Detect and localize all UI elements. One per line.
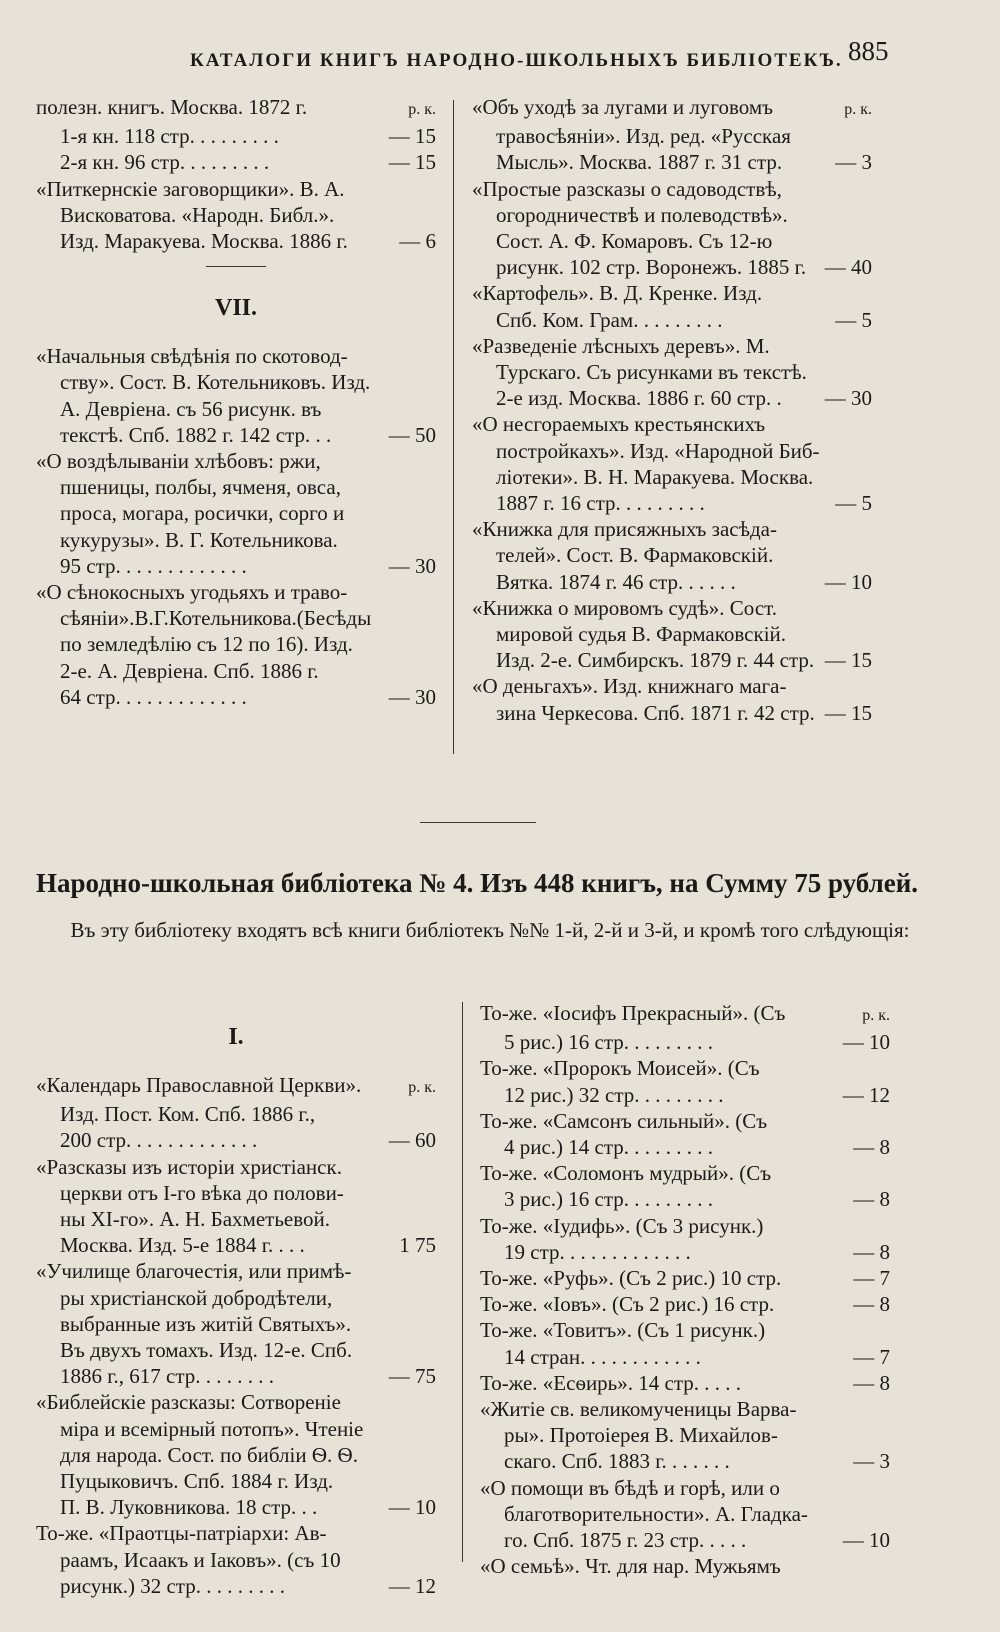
entry-price: — 7 — [853, 1266, 890, 1291]
entry-line — [472, 411, 872, 437]
entry-line — [480, 1213, 890, 1239]
entry-text: «Книжка для присяжныхъ засѣда- — [472, 517, 777, 542]
entry-text: полезн. книгъ. Москва. 1872 г. — [36, 95, 308, 119]
top-left-column — [36, 94, 436, 710]
entry-text: Висковатова. «Народн. Библ.». — [60, 202, 335, 227]
entry-text: 12 рис.) 32 стр. . . . . . . . . — [504, 1082, 724, 1107]
entry-price: р. к. — [862, 1007, 890, 1024]
entry-text: Сост. А. Ф. Комаровъ. Съ 12-ю — [496, 229, 773, 254]
entry-line — [480, 1422, 890, 1448]
entry-price: — 8 — [853, 1292, 890, 1317]
entry-line — [472, 307, 872, 333]
entry-text: ству». Сост. В. Котельниковъ. Изд. — [60, 370, 371, 395]
entry-price: — 30 — [388, 684, 436, 709]
entry-price: — 8 — [853, 1135, 890, 1160]
entry-line — [36, 396, 436, 422]
catalog-entry — [36, 1072, 436, 1154]
entry-line — [472, 516, 872, 542]
running-title: КАТАЛОГИ КНИГЪ НАРОДНО-ШКОЛЬНЫХЪ БИБЛІОТЕКЪ. — [190, 50, 843, 71]
entry-text: 200 стр. . . . . . . . . . . . . — [60, 1128, 258, 1153]
entry-line — [36, 579, 436, 605]
entry-line — [36, 1337, 436, 1363]
entry-text: «О помощи въ бѣдѣ и горѣ, или о — [480, 1475, 780, 1500]
entry-text: 64 стр. . . . . . . . . . . . . — [60, 684, 247, 709]
entry-line — [36, 1127, 436, 1153]
entry-line — [36, 1573, 436, 1599]
entry-line — [36, 448, 436, 474]
entry-line — [36, 1442, 436, 1468]
entry-line — [36, 228, 436, 254]
entry-price: — 7 — [853, 1344, 890, 1369]
entry-text: текстѣ. Спб. 1882 г. 142 стр. . . — [60, 422, 332, 447]
entry-line — [36, 631, 436, 657]
entry-price: — 15 — [388, 150, 436, 175]
catalog-entry — [472, 94, 872, 176]
entry-text: зина Черкесова. Спб. 1871 г. 42 стр. — [496, 700, 815, 725]
entry-text: Изд. Пост. Ком. Спб. 1886 г., — [60, 1102, 316, 1127]
entry-line — [480, 1553, 890, 1579]
entry-price: 1 75 — [399, 1233, 436, 1258]
entry-text: ліотеки». В. Н. Маракуева. Москва. — [496, 464, 814, 489]
entry-price: р. к. — [408, 1079, 436, 1096]
entry-text: благотворительности». А. Гладка- — [504, 1501, 808, 1526]
entry-text: «Житіе св. великомученицы Варва- — [480, 1397, 797, 1422]
entry-text: А. Девріена. съ 56 рисунк. въ — [60, 396, 322, 421]
entry-line — [480, 1475, 890, 1501]
catalog-entry — [36, 579, 436, 710]
catalog-entry — [480, 1553, 890, 1579]
entry-text: Мысль». Москва. 1887 г. 31 стр. — [496, 150, 783, 175]
entry-text: То-же. «Іовъ». (Съ 2 рис.) 16 стр. — [480, 1292, 775, 1317]
entry-text: П. В. Луковникова. 18 стр. . . — [60, 1495, 318, 1520]
entry-text: То-же. «Соломонъ мудрый». (Съ — [480, 1161, 772, 1186]
entry-text: 4 рис.) 14 стр. . . . . . . . . — [504, 1135, 714, 1160]
entry-line — [36, 1468, 436, 1494]
entry-line — [36, 1258, 436, 1284]
catalog-entry — [480, 1000, 890, 1055]
catalog-entry — [472, 595, 872, 674]
section-heading: I. — [228, 1024, 244, 1050]
entry-price: — 5 — [835, 491, 872, 516]
entry-text: телей». Сост. В. Фармаковскій. — [496, 543, 774, 568]
entry-line — [36, 605, 436, 631]
section-heading: VII. — [214, 295, 257, 322]
entry-line — [36, 1285, 436, 1311]
entry-text: кукурузы». В. Г. Котельникова. — [60, 527, 338, 552]
catalog-entry — [36, 1389, 436, 1520]
entry-text: То-же. «Іосифъ Прекрасный». (Съ — [480, 1001, 786, 1025]
entry-text: «Училище благочестія, или примѣ- — [36, 1259, 352, 1284]
entry-price: — 5 — [835, 307, 872, 332]
entry-price: — 30 — [824, 386, 872, 411]
entry-line — [480, 1108, 890, 1134]
entry-text: пшеницы, полбы, ячменя, овса, — [60, 475, 341, 500]
entry-text: То-же. «Праотцы-патріархи: Ав- — [36, 1521, 327, 1546]
entry-line — [36, 1311, 436, 1337]
entry-line — [472, 228, 872, 254]
entry-line — [36, 1101, 436, 1127]
entry-price: — 60 — [388, 1128, 436, 1153]
entry-price: — 6 — [399, 229, 436, 254]
entry-line — [36, 1520, 436, 1546]
entry-text: «Картофель». В. Д. Кренке. Изд. — [472, 281, 763, 306]
entry-line — [36, 343, 436, 369]
entry-line — [480, 1501, 890, 1527]
entry-text: Пуцыковичъ. Спб. 1884 г. Изд. — [60, 1469, 334, 1494]
entry-price: — 10 — [842, 1528, 890, 1553]
entry-line — [480, 1265, 890, 1291]
entry-text: Изд. Маракуева. Москва. 1886 г. — [60, 229, 348, 254]
entry-price: — 15 — [824, 648, 872, 673]
entry-text: 95 стр. . . . . . . . . . . . . — [60, 553, 247, 578]
entry-line — [36, 1232, 436, 1258]
entry-line — [472, 464, 872, 490]
entry-price: — 15 — [824, 700, 872, 725]
entry-line — [36, 1206, 436, 1232]
entry-line — [472, 385, 872, 411]
entry-text: по земледѣлію съ 12 по 16). Изд. — [60, 632, 353, 657]
entry-text: Спб. Ком. Грам. . . . . . . . . — [496, 307, 723, 332]
entry-line — [36, 176, 436, 202]
entry-text: Турскаго. Съ рисунками въ текстѣ. — [496, 360, 807, 385]
bottom-right-column — [480, 1000, 890, 1579]
entry-line — [472, 673, 872, 699]
entry-text: 14 стран. . . . . . . . . . . . — [504, 1344, 701, 1369]
entry-price: — 12 — [388, 1573, 436, 1598]
catalog-entry — [472, 516, 872, 595]
entry-line — [36, 1072, 436, 1101]
entry-text: го. Спб. 1875 г. 23 стр. . . . . — [504, 1528, 747, 1553]
entry-text: То-же. «Товитъ». (Съ 1 рисунк.) — [480, 1318, 766, 1343]
entry-line — [480, 1186, 890, 1212]
entry-text: «Календарь Православной Церкви». — [36, 1073, 362, 1097]
entry-price: — 3 — [853, 1449, 890, 1474]
entry-line — [36, 1547, 436, 1573]
entry-line — [472, 700, 872, 726]
entry-line — [472, 542, 872, 568]
entry-text: «Книжка о мировомъ судѣ». Сост. — [472, 595, 778, 620]
entry-line — [36, 1416, 436, 1442]
catalog-entry — [36, 1154, 436, 1259]
entry-line — [36, 369, 436, 395]
entry-line — [472, 621, 872, 647]
entry-line — [472, 490, 872, 516]
entry-text: рисунк. 102 стр. Воронежъ. 1885 г. — [496, 255, 807, 280]
entry-line — [36, 553, 436, 579]
entry-text: постройкахъ». Изд. «Народной Биб- — [496, 438, 820, 463]
catalog-entry — [480, 1396, 890, 1475]
catalog-entry — [36, 94, 436, 176]
entry-text: ры христіанской добродѣтели, — [60, 1285, 333, 1310]
catalog-entry — [472, 176, 872, 281]
entry-text: мировой судья В. Фармаковскій. — [496, 622, 787, 647]
entry-text: 1886 г., 617 стр. . . . . . . . — [60, 1364, 274, 1389]
entry-line — [472, 123, 872, 149]
catalog-entry — [480, 1475, 890, 1554]
short-rule — [206, 266, 266, 267]
entry-line — [472, 333, 872, 359]
column-divider-top — [453, 100, 454, 754]
entry-price: — 12 — [842, 1082, 890, 1107]
catalog-entry — [480, 1160, 890, 1212]
catalog-entry — [472, 673, 872, 725]
entry-line — [480, 1317, 890, 1343]
entry-text: «О несгораемыхъ крестьянскихъ — [472, 412, 766, 437]
entry-line — [36, 527, 436, 553]
entry-line — [36, 1363, 436, 1389]
catalog-entry — [472, 411, 872, 516]
catalog-entry — [36, 1520, 436, 1599]
entry-text: «О семьѣ». Чт. для нар. Мужьямъ — [480, 1554, 781, 1579]
catalog-entry — [36, 1258, 436, 1389]
entry-line — [472, 280, 872, 306]
entry-price: — 10 — [842, 1030, 890, 1055]
entry-text: 3 рис.) 16 стр. . . . . . . . . — [504, 1187, 714, 1212]
entry-price: р. к. — [844, 101, 872, 118]
entry-text: «О воздѣлываніи хлѣбовъ: ржи, — [36, 449, 321, 474]
page-number: 885 — [848, 36, 889, 66]
entry-text: «Простые разсказы о садоводствѣ, — [472, 176, 782, 201]
entry-line — [480, 1448, 890, 1474]
catalog-entry — [36, 343, 436, 448]
entry-text: ры». Протоіерея В. Михайлов- — [504, 1423, 778, 1448]
entry-line — [36, 1154, 436, 1180]
entry-line — [480, 1370, 890, 1396]
entry-text: То-же. «Руфь». (Съ 2 рис.) 10 стр. — [480, 1266, 782, 1291]
entry-line — [36, 202, 436, 228]
entry-text: міра и всемірный потопъ». Чтеніе — [60, 1416, 364, 1441]
entry-text: Изд. 2-е. Симбирскъ. 1879 г. 44 стр. — [496, 648, 815, 673]
entry-text: Москва. Изд. 5-е 1884 г. . . . — [60, 1233, 305, 1258]
entry-text: для народа. Сост. по библіи Ѳ. Ѳ. — [60, 1442, 358, 1467]
entry-line — [480, 1239, 890, 1265]
entry-price: р. к. — [408, 101, 436, 118]
entry-line — [36, 1389, 436, 1415]
bottom-left-column — [36, 1010, 436, 1599]
entry-text: «О деньгахъ». Изд. книжнаго мага- — [472, 674, 787, 699]
entry-line — [36, 1494, 436, 1520]
entry-text: «Начальныя свѣдѣнія по скотовод- — [36, 344, 348, 369]
entry-text: 2-е. А. Девріена. Спб. 1886 г. — [60, 658, 319, 683]
library-intro: Въ эту библіотеку входятъ всѣ книги библіотекъ №№ 1-й, 2-й и 3-й, и кромѣ того слѣдующія: — [70, 918, 910, 942]
entry-text: То-же. «Іудифь». (Съ 3 рисунк.) — [480, 1213, 764, 1238]
entry-text: скаго. Спб. 1883 г. . . . . . . — [504, 1449, 730, 1474]
column-divider-bottom — [462, 1002, 463, 1562]
entry-text: раамъ, Исаакъ и Іаковъ». (съ 10 — [60, 1547, 341, 1572]
entry-price: — 10 — [824, 569, 872, 594]
entry-text: 2-я кн. 96 стр. . . . . . . . . — [60, 150, 270, 175]
catalog-entry — [480, 1108, 890, 1160]
entry-line — [480, 1527, 890, 1553]
entry-price: — 40 — [824, 255, 872, 280]
entry-text: «Библейскіе разсказы: Сотвореніе — [36, 1390, 341, 1415]
entry-text: Вятка. 1874 г. 46 стр. . . . . . — [496, 569, 736, 594]
entry-line — [472, 176, 872, 202]
entry-line — [472, 647, 872, 673]
entry-price: — 8 — [853, 1239, 890, 1264]
entry-text: 19 стр. . . . . . . . . . . . . — [504, 1239, 691, 1264]
catalog-entry — [480, 1370, 890, 1396]
entry-text: 2-е изд. Москва. 1886 г. 60 стр. . — [496, 386, 782, 411]
catalog-entry — [472, 280, 872, 332]
page-header — [0, 28, 1000, 84]
entry-line — [472, 359, 872, 385]
entry-text: «Объ уходѣ за лугами и луговомъ — [472, 95, 774, 119]
entry-price: — 3 — [835, 150, 872, 175]
entry-line — [480, 1160, 890, 1186]
entry-line — [472, 438, 872, 464]
entry-line — [36, 94, 436, 123]
section-separator-rule — [420, 822, 536, 823]
catalog-entry — [480, 1265, 890, 1291]
entry-line — [36, 658, 436, 684]
entry-line — [36, 474, 436, 500]
entry-line — [480, 1396, 890, 1422]
entry-line — [480, 1344, 890, 1370]
entry-text: «Разсказы изъ исторіи христіанск. — [36, 1154, 342, 1179]
entry-price: — 75 — [388, 1364, 436, 1389]
entry-text: «О сѣнокосныхъ угодьяхъ и траво- — [36, 580, 348, 605]
entry-text: То-же. «Самсонъ сильный». (Съ — [480, 1108, 768, 1133]
entry-line — [480, 1055, 890, 1081]
entry-text: ны XI-го». А. Н. Бахметьевой. — [60, 1207, 330, 1232]
entry-text: проса, могара, росички, сорго и — [60, 501, 345, 526]
entry-line — [36, 149, 436, 175]
catalog-entry — [480, 1055, 890, 1107]
entry-text: выбранные изъ житій Святыхъ». — [60, 1311, 352, 1336]
entry-text: «Разведеніе лѣсныхъ деревъ». М. — [472, 333, 770, 358]
entry-text: травосѣяніи». Изд. ред. «Русская — [496, 124, 791, 149]
entry-text: 1-я кн. 118 стр. . . . . . . . . — [60, 124, 279, 149]
entry-line — [472, 254, 872, 280]
catalog-entry — [36, 448, 436, 579]
entry-text: То-же. «Пророкъ Моисей». (Съ — [480, 1056, 760, 1081]
entry-text: церкви отъ I-го вѣка до полови- — [60, 1180, 344, 1205]
catalog-entry — [480, 1213, 890, 1265]
entry-line — [472, 94, 872, 123]
entry-price: — 10 — [388, 1495, 436, 1520]
entry-text: «Питкернскіе заговорщики». В. А. — [36, 176, 345, 201]
entry-text: Въ двухъ томахъ. Изд. 12-е. Спб. — [60, 1338, 353, 1363]
entry-line — [472, 569, 872, 595]
catalog-entry — [472, 333, 872, 412]
catalog-entry — [36, 176, 436, 255]
entry-line — [472, 595, 872, 621]
entry-line — [36, 123, 436, 149]
entry-text: 5 рис.) 16 стр. . . . . . . . . — [504, 1030, 714, 1055]
entry-price: — 15 — [388, 124, 436, 149]
entry-price: — 8 — [853, 1187, 890, 1212]
top-right-column — [472, 94, 872, 726]
catalog-entry — [480, 1291, 890, 1317]
entry-line — [480, 1291, 890, 1317]
entry-line — [480, 1000, 890, 1029]
entry-text: То-же. «Есѳирь». 14 стр. . . . . — [480, 1370, 742, 1395]
catalog-entry — [480, 1317, 890, 1369]
entry-line — [480, 1029, 890, 1055]
entry-price: — 8 — [853, 1370, 890, 1395]
entry-price: — 30 — [388, 553, 436, 578]
library-heading: Народно-школьная библіотека № 4. Изъ 448 книгъ, на Сумму 75 рублей. — [36, 868, 919, 898]
entry-line — [36, 1180, 436, 1206]
entry-price: — 50 — [388, 422, 436, 447]
entry-line — [36, 422, 436, 448]
entry-line — [480, 1134, 890, 1160]
entry-line — [472, 149, 872, 175]
entry-line — [480, 1082, 890, 1108]
entry-text: огородничествѣ и полеводствѣ». — [496, 202, 788, 227]
entry-line — [472, 202, 872, 228]
entry-line — [36, 500, 436, 526]
entry-line — [36, 684, 436, 710]
entry-text: сѣяніи».В.Г.Котельникова.(Бесѣды — [60, 606, 372, 631]
entry-text: 1887 г. 16 стр. . . . . . . . . — [496, 491, 705, 516]
entry-text: рисунк.) 32 стр. . . . . . . . . — [60, 1573, 285, 1598]
